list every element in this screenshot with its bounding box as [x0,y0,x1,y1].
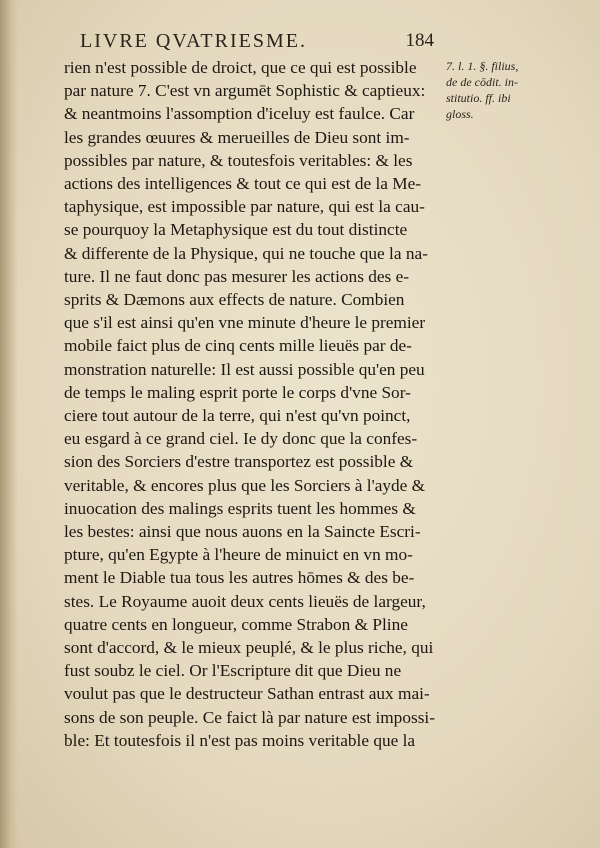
text-line: fust soubz le ciel. Or l'Escripture dit que Dieu ne [64,661,402,681]
marginal-citation [446,58,586,122]
text-line: sion des Sorciers d'estre transportez est possible & [64,452,414,472]
text-line: stes. Le Royaume auoit deux cents lieuës de largeur, [64,591,426,611]
text-line: ble: Et toutesfois il n'est pas moins veritable que la [64,730,416,750]
text-line: sons de son peuple. Ce faict là par nature est impossi- [64,707,435,727]
text-line: possibles par nature, & toutesfois veritables: & les [64,150,413,170]
marginal-citation-line: stitutio. ff. ibi [446,91,511,105]
page-gutter-shadow [0,0,18,848]
text-line: quatre cents en longueur, comme Strabon & Pline [64,614,408,634]
text-line: voulut pas que le destructeur Sathan entrast aux mai- [64,684,430,704]
text-line: monstration naturelle: Il est aussi possible qu'en peu [64,359,425,379]
text-line: les grandes œuures & merueilles de Dieu sont im- [64,127,410,147]
text-line: pture, qu'en Egypte à l'heure de minuict en vn mo- [64,545,413,565]
text-line: se pourquoy la Metaphysique est du tout distincte [64,220,408,240]
text-line: de temps le maling esprit porte le corps d'vne Sor- [64,382,411,402]
text-line: par nature 7. C'est vn argumēt Sophistic & captieux: [64,81,426,101]
text-line: mobile faict plus de cinq cents mille lieuës par de- [64,336,412,356]
page-number: 184 [405,30,434,51]
text-line: taphysique, est impossible par nature, qui est la cau- [64,197,425,217]
text-line: les bestes: ainsi que nous auons en la Saincte Escri- [64,522,421,542]
text-line: que s'il est ainsi qu'en vne minute d'heure le premier [64,313,426,333]
text-line: actions des intelligences & tout ce qui est de la Me- [64,174,422,194]
text-line: & neantmoins l'assomption d'iceluy est faulce. Car [64,104,415,124]
page-header [80,30,434,58]
body-text [64,56,444,752]
marginal-citation-line: 7. l. 1. §. filius, [446,59,519,73]
text-line: eu esgard à ce grand ciel. Ie dy donc que la confes- [64,429,418,449]
text-line: & differente de la Physique, qui ne touche que la na- [64,243,428,263]
marginal-citation-line: de de cōdit. in- [446,75,518,89]
text-line: ciere tout autour de la terre, qui n'est qu'vn poinct, [64,406,411,426]
text-line: sont d'accord, & le mieux peuplé, & le plus riche, qui [64,638,434,658]
running-title: LIVRE QVATRIESME. [80,30,307,52]
text-line: ture. Il ne faut donc pas mesurer les actions des e- [64,266,410,286]
text-line: rien n'est possible de droict, que ce qui est possible [64,58,417,77]
text-line: sprits & Dæmons aux effects de nature. Combien [64,290,405,310]
text-line: ment le Diable tua tous les autres hōmes & des be- [64,568,415,588]
marginal-citation-line: gloss. [446,107,474,121]
text-line: veritable, & encores plus que les Sorciers à l'ayde & [64,475,426,495]
text-line: inuocation des malings esprits tuent les hommes & [64,498,416,518]
